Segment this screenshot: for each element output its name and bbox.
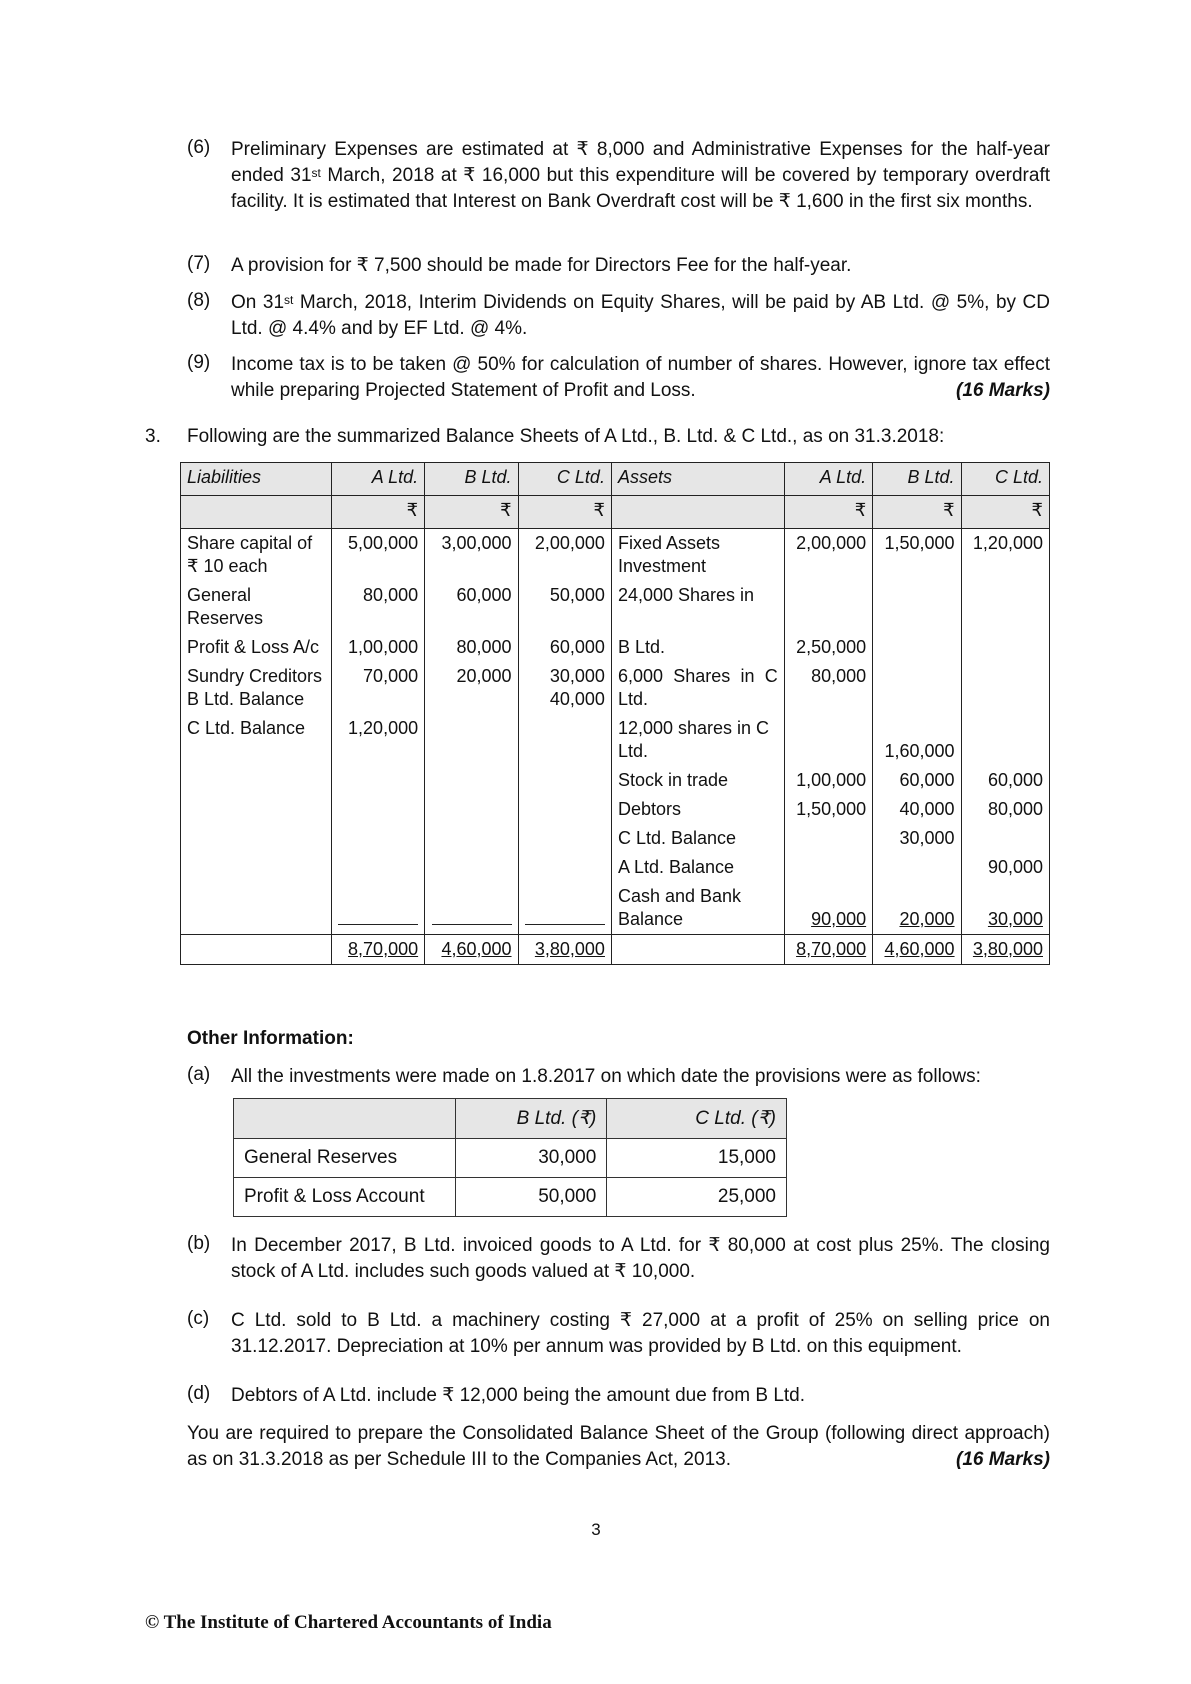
item-d-text: Debtors of A Ltd. include ₹ 12,000 being the amount due from B Ltd.: [231, 1385, 806, 1406]
item-9-marks: (16 Marks): [956, 380, 1050, 401]
header-liab-a: A Ltd.: [331, 463, 424, 496]
total-liab-a: 8,70,000: [331, 935, 424, 965]
item-6-text: Preliminary Expenses are estimated at ₹ 8,000 and Administrative Expenses for the half-year ended 31st March, 2018 at ₹ 16,000 but this expenditure will be covered by temporary overdraft facility. It is estimated that Interest on Bank Overdraft cost will be ₹ 1,600 in the first six months.: [231, 139, 1051, 212]
row-value: 60,000: [873, 766, 961, 795]
row-label: 12,000 shares in C Ltd.: [611, 714, 784, 766]
row-value: [425, 882, 518, 935]
question-3-number: 3.: [145, 426, 161, 447]
row-value: [961, 662, 1049, 714]
row-value: [873, 662, 961, 714]
currency-symbol: ₹: [873, 496, 961, 529]
row-value: [331, 766, 424, 795]
row-label: [181, 882, 332, 935]
row-label: Fixed Assets Investment: [611, 529, 784, 582]
row-value: 2,00,000: [518, 529, 611, 582]
item-d-number: (d): [187, 1383, 211, 1404]
row-value: 60,000: [961, 766, 1049, 795]
row-label: C Ltd. Balance: [181, 714, 332, 766]
provisions-header-row: [234, 1099, 787, 1139]
item-8-text: On 31st March, 2018, Interim Dividends on Equity Shares, will be paid by AB Ltd. @ 5%, by CD Ltd. @ 4.4% and by EF Ltd. @ 4%.: [231, 292, 1050, 339]
row-value: [425, 766, 518, 795]
provisions-label: General Reserves: [234, 1139, 456, 1178]
row-value: 2,50,000: [784, 633, 872, 662]
row-value: [961, 882, 1049, 935]
row-value: [873, 581, 961, 633]
currency-symbol: ₹: [331, 496, 424, 529]
row-value: [873, 882, 961, 935]
header-assets: Assets: [611, 463, 784, 496]
header-liab-b: B Ltd.: [425, 463, 518, 496]
header-liabilities: Liabilities: [181, 463, 332, 496]
row-value: [784, 714, 872, 766]
row-value: [961, 824, 1049, 853]
row-value: 1,00,000: [331, 633, 424, 662]
item-a-number: (a): [187, 1064, 211, 1085]
currency-symbol: ₹: [961, 496, 1049, 529]
row-value: [425, 714, 518, 766]
row-value: 1,20,000: [961, 529, 1049, 582]
table-row: [181, 529, 1050, 582]
row-label: 24,000 Shares in: [611, 581, 784, 633]
row-value: [873, 633, 961, 662]
row-value: [961, 633, 1049, 662]
table-row: [234, 1178, 787, 1217]
provisions-table: [233, 1098, 787, 1217]
item-a-text: All the investments were made on 1.8.2017 on which date the provisions were as follows:: [231, 1066, 981, 1087]
total-blank: [181, 935, 332, 965]
row-label: Stock in trade: [611, 766, 784, 795]
row-value: 1,50,000: [784, 795, 872, 824]
row-label: Share capital of ₹ 10 each: [181, 529, 332, 582]
row-value: [331, 882, 424, 935]
row-value-text: 90,000: [811, 909, 867, 929]
total-asset-a: 8,70,000: [784, 935, 872, 965]
row-value: 1,20,000: [331, 714, 424, 766]
header-asset-b: B Ltd.: [873, 463, 961, 496]
totals-row: [181, 935, 1050, 965]
row-value: [425, 795, 518, 824]
table-row: [181, 824, 1050, 853]
balance-sheet-body: [181, 529, 1050, 935]
row-label: [181, 824, 332, 853]
item-b-number: (b): [187, 1233, 211, 1254]
row-value: 1,50,000: [873, 529, 961, 582]
row-value: [784, 824, 872, 853]
table-row: [181, 795, 1050, 824]
row-value: [784, 581, 872, 633]
row-value: [518, 824, 611, 853]
row-value: 50,000: [518, 581, 611, 633]
row-value: 40,000: [873, 795, 961, 824]
currency-symbol: ₹: [425, 496, 518, 529]
row-value: [331, 853, 424, 882]
row-label: [181, 853, 332, 882]
row-value: [518, 795, 611, 824]
row-value: 80,000: [425, 633, 518, 662]
row-label: Debtors: [611, 795, 784, 824]
table-row: [181, 633, 1050, 662]
row-value: [961, 714, 1049, 766]
row-value: 60,000: [518, 633, 611, 662]
table-row: [181, 766, 1050, 795]
row-value: 3,00,000: [425, 529, 518, 582]
row-value: 1,00,000: [784, 766, 872, 795]
row-value: [961, 581, 1049, 633]
row-value-text: [338, 924, 418, 925]
row-value: [331, 824, 424, 853]
row-value-text: 30,000: [987, 909, 1043, 929]
item-7-text: A provision for ₹ 7,500 should be made for Directors Fee for the half-year.: [231, 255, 852, 276]
footer-copyright: © The Institute of Chartered Accountants of India: [145, 1612, 552, 1633]
provisions-value: 50,000: [455, 1178, 607, 1217]
row-value-text: [525, 924, 605, 925]
row-value-text: [432, 924, 512, 925]
item-7-number: (7): [187, 253, 211, 274]
row-label: Sundry Creditors B Ltd. Balance: [181, 662, 332, 714]
total-liab-c: 3,80,000: [518, 935, 611, 965]
row-label: [181, 766, 332, 795]
currency-blank: [611, 496, 784, 529]
row-label: B Ltd.: [611, 633, 784, 662]
row-value: 2,00,000: [784, 529, 872, 582]
page-number: 3: [591, 1520, 601, 1539]
row-label: A Ltd. Balance: [611, 853, 784, 882]
row-value: 80,000: [961, 795, 1049, 824]
provisions-header-b: B Ltd. (₹): [455, 1099, 607, 1139]
closing-marks: (16 Marks): [956, 1449, 1050, 1470]
table-row: [181, 662, 1050, 714]
table-row: [181, 853, 1050, 882]
header-liab-c: C Ltd.: [518, 463, 611, 496]
row-value: 1,60,000: [873, 714, 961, 766]
item-c-text: C Ltd. sold to B Ltd. a machinery costing ₹ 27,000 at a profit of 25% on selling price on 31.12.2017. Depreciation at 10% per annum was provided by B Ltd. on this equipment.: [231, 1310, 1050, 1357]
table-row: [234, 1139, 787, 1178]
row-value: 70,000: [331, 662, 424, 714]
question-3-intro: Following are the summarized Balance Sheets of A Ltd., B. Ltd. & C Ltd., as on 31.3.2018:: [187, 426, 945, 447]
provisions-value: 30,000: [455, 1139, 607, 1178]
currency-blank: [181, 496, 332, 529]
row-value: [425, 824, 518, 853]
currency-symbol: ₹: [518, 496, 611, 529]
row-value: [784, 853, 872, 882]
row-value: [518, 882, 611, 935]
row-value: [518, 714, 611, 766]
total-asset-b: 4,60,000: [873, 935, 961, 965]
total-liab-b: 4,60,000: [425, 935, 518, 965]
row-label: Cash and Bank Balance: [611, 882, 784, 935]
currency-row: [181, 496, 1050, 529]
item-9-text: Income tax is to be taken @ 50% for calculation of number of shares. However, ignore tax effect while preparing Projected Statement of Profit and Loss. (16 Marks): [231, 352, 1050, 404]
row-value: [518, 853, 611, 882]
provisions-label: Profit & Loss Account: [234, 1178, 456, 1217]
item-c-number: (c): [187, 1308, 210, 1329]
row-value: [873, 853, 961, 882]
other-info-title: Other Information:: [187, 1028, 354, 1049]
table-row: [181, 581, 1050, 633]
provisions-value: 25,000: [607, 1178, 787, 1217]
row-label: General Reserves: [181, 581, 332, 633]
item-b-text: In December 2017, B Ltd. invoiced goods to A Ltd. for ₹ 80,000 at cost plus 25%. The closing stock of A Ltd. includes such goods valued at ₹ 10,000.: [231, 1235, 1050, 1282]
row-value: 90,000: [961, 853, 1049, 882]
row-value: 30,000: [873, 824, 961, 853]
closing-instruction: You are required to prepare the Consolidated Balance Sheet of the Group (following direct approach) as on 31.3.2018 as per Schedule III to the Companies Act, 2013. (16 Marks): [187, 1421, 1050, 1473]
provisions-header-c: C Ltd. (₹): [607, 1099, 787, 1139]
row-value: 80,000: [784, 662, 872, 714]
table-row: [181, 882, 1050, 935]
row-value: [518, 766, 611, 795]
item-6-number: (6): [187, 137, 211, 158]
table-header-row: [181, 463, 1050, 496]
row-label: 6,000 Shares in C Ltd.: [611, 662, 784, 714]
row-value: 80,000: [331, 581, 424, 633]
balance-sheet-table: [180, 462, 1050, 965]
total-blank: [611, 935, 784, 965]
row-value: 20,000: [425, 662, 518, 714]
header-asset-c: C Ltd.: [961, 463, 1049, 496]
item-9-number: (9): [187, 352, 211, 373]
row-value: 5,00,000: [331, 529, 424, 582]
item-8-number: (8): [187, 290, 211, 311]
provisions-header-blank: [234, 1099, 456, 1139]
header-asset-a: A Ltd.: [784, 463, 872, 496]
row-value: [784, 882, 872, 935]
row-label: Profit & Loss A/c: [181, 633, 332, 662]
provisions-value: 15,000: [607, 1139, 787, 1178]
row-value-text: 20,000: [899, 909, 955, 929]
row-label: [181, 795, 332, 824]
currency-symbol: ₹: [784, 496, 872, 529]
row-value: 30,000 40,000: [518, 662, 611, 714]
row-label: C Ltd. Balance: [611, 824, 784, 853]
row-value: 60,000: [425, 581, 518, 633]
total-asset-c: 3,80,000: [961, 935, 1049, 965]
table-row: [181, 714, 1050, 766]
row-value: [425, 853, 518, 882]
row-value: [331, 795, 424, 824]
